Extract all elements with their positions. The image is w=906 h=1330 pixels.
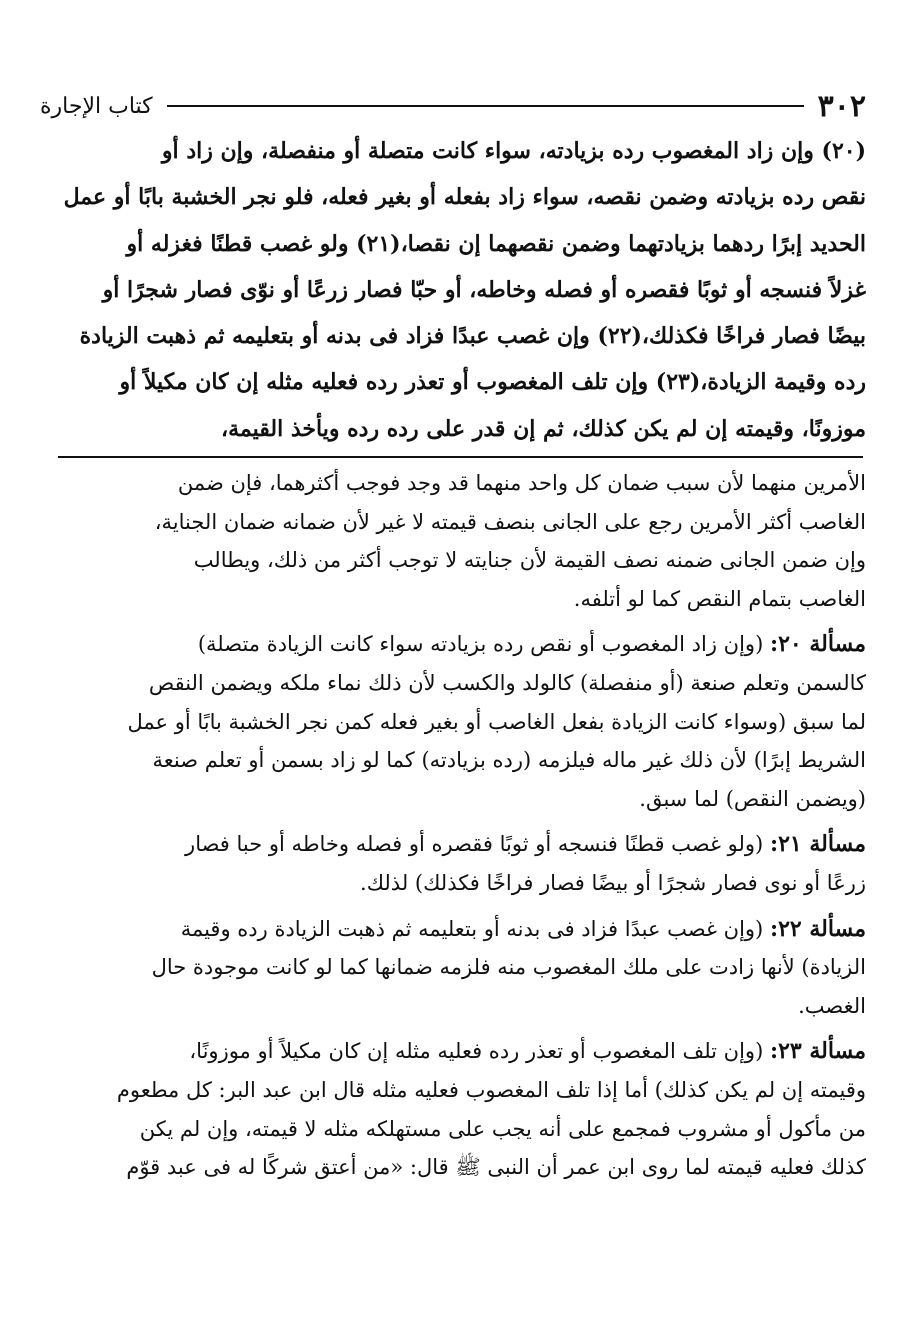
book-title: كتاب الإجارة — [40, 93, 153, 119]
matn-line: غزلاً فنسجه أو ثوبًا فقصره أو فصله وخاطه، أو حبّا فصار زرعًا أو نوّى فصار شجرًا أو — [102, 276, 866, 303]
sharh-line — [44, 948, 866, 987]
sharh-line-text: الشريط إبرًا) لأن ذلك غير ماله فيلزمه (رده بزيادته) كما لو زاد بسمن أو تعلم صنعة — [152, 748, 866, 773]
sharh-line — [44, 910, 866, 949]
sharh-line — [44, 1032, 866, 1071]
matn-line: نقص رده بزيادته وضمن نقصه، سواء زاد بفعله أو بغير فعله، فلو نجر الخشبة بابًا أو عمل — [63, 184, 866, 211]
matn-line: رده وقيمة الزيادة،(٢٣) وإن تلف المغصوب أو تعذر رده فعليه مثله إن كان مكيلاً أو — [119, 369, 866, 396]
sharh-line — [44, 664, 866, 703]
header-rule — [167, 105, 804, 107]
sharh-line — [44, 503, 866, 542]
masala-label: مسألة ٢١: — [769, 831, 866, 858]
sharh-line-text: (وإن زاد المغصوب أو نقص رده بزيادته سواء كانت الزيادة متصلة) — [197, 632, 764, 657]
sharh-line-text: الغاصب أكثر الأمرين رجع على الجانى بنصف قيمته لا غير لأن ضمانه ضمان الجناية، — [154, 509, 866, 534]
sharh-line — [44, 703, 866, 742]
sharh-line — [44, 580, 866, 619]
sharh-line — [44, 625, 866, 664]
matn-line: الحديد إبرًا ردهما بزيادتهما وضمن نقصهما إن نقصا،(٢١) ولو غصب قطنًا فغزله أو — [126, 230, 866, 257]
masala-label: مسألة ٢٠: — [769, 631, 866, 658]
matn-text — [44, 128, 866, 452]
page-header — [40, 86, 866, 126]
sharh-line-text: (وإن غصب عبدًا فزاد فى بدنه أو بتعليمه ثم ذهبت الزيادة رده وقيمة — [180, 916, 764, 941]
matn-line: (٢٠) وإن زاد المغصوب رده بزيادته، سواء كانت متصلة أو منفصلة، وإن زاد أو — [161, 138, 866, 164]
sharh-line-text: (وإن تلف المغصوب أو تعذر رده فعليه مثله إن كان مكيلاً أو موزونًا، — [189, 1039, 764, 1064]
sharh-line — [44, 464, 866, 503]
sharh-line-text: وقيمته إن لم يكن كذلك) أما إذا تلف المغصوب فعليه مثله قال ابن عبد البر: كل مطعوم — [116, 1077, 866, 1102]
sharh-line — [44, 987, 866, 1026]
sharh-line-text: كذلك فعليه قيمته لما روى ابن عمر أن النبى ﷺ قال: «من أعتق شركًا له فى عبد قوّم — [126, 1155, 866, 1180]
sharh-line-text: زرعًا أو نوى فصار شجرًا أو بيضًا فصار فراخًا فكذلك) لذلك. — [360, 870, 866, 895]
section-divider — [58, 456, 863, 458]
sharh-line-text: وإن ضمن الجانى ضمنه نصف القيمة لأن جنايته لا توجب أكثر من ذلك، ويطالب — [193, 548, 866, 573]
masala-label: مسألة ٢٣: — [769, 1038, 866, 1065]
sharh-line — [44, 541, 866, 580]
sharh-line — [44, 1148, 866, 1187]
sharh-line-text: (ويضمن النقص) لما سبق. — [639, 786, 866, 811]
sharh-line — [44, 780, 866, 819]
sharh-line-text: لما سبق (وسواء كانت الزيادة بفعل الغاصب أو بغير فعله كمن نجر الخشبة بابًا أو عمل — [127, 709, 866, 734]
sharh-line — [44, 1071, 866, 1110]
sharh-line — [44, 825, 866, 864]
matn-line: بيضًا فصار فراخًا فكذلك،(٢٢) وإن غصب عبدًا فزاد فى بدنه أو بتعليمه ثم ذهبت الزيادة — [79, 323, 866, 350]
sharh-line-text: الغاصب بتمام النقص كما لو أتلفه. — [573, 586, 866, 611]
matn-line: موزونًا، وقيمته إن لم يكن كذلك، ثم إن قدر على رده رده ويأخذ القيمة، — [221, 415, 866, 442]
page-number: ٣٠٢ — [817, 88, 866, 124]
sharh-line-text: الغصب. — [798, 993, 866, 1018]
sharh-line — [44, 1110, 866, 1149]
sharh-line-text: الزيادة) لأنها زادت على ملك المغصوب منه فلزمه ضمانها كما لو كانت موجودة حال — [151, 955, 866, 980]
masala-label: مسألة ٢٢: — [769, 915, 866, 942]
sharh-text — [44, 464, 866, 1187]
sharh-line-text: كالسمن وتعلم صنعة (أو منفصلة) كالولد والكسب لأن ذلك نماء ملكه ويضمن النقص — [148, 670, 866, 695]
sharh-line — [44, 741, 866, 780]
sharh-line-text: (ولو غصب قطنًا فنسجه أو ثوبًا فقصره أو فصله وخاطه أو حبا فصار — [185, 832, 764, 857]
sharh-line-text: الأمرين منهما لأن سبب ضمان كل واحد منهما قد وجد فوجب أكثرهما، فإن ضمن — [177, 471, 866, 495]
sharh-line — [44, 864, 866, 903]
sharh-line-text: من مأكول أو مشروب فمجمع على أنه يجب على مستهلكه مثله لا قيمته، وإن لم يكن — [139, 1116, 866, 1141]
